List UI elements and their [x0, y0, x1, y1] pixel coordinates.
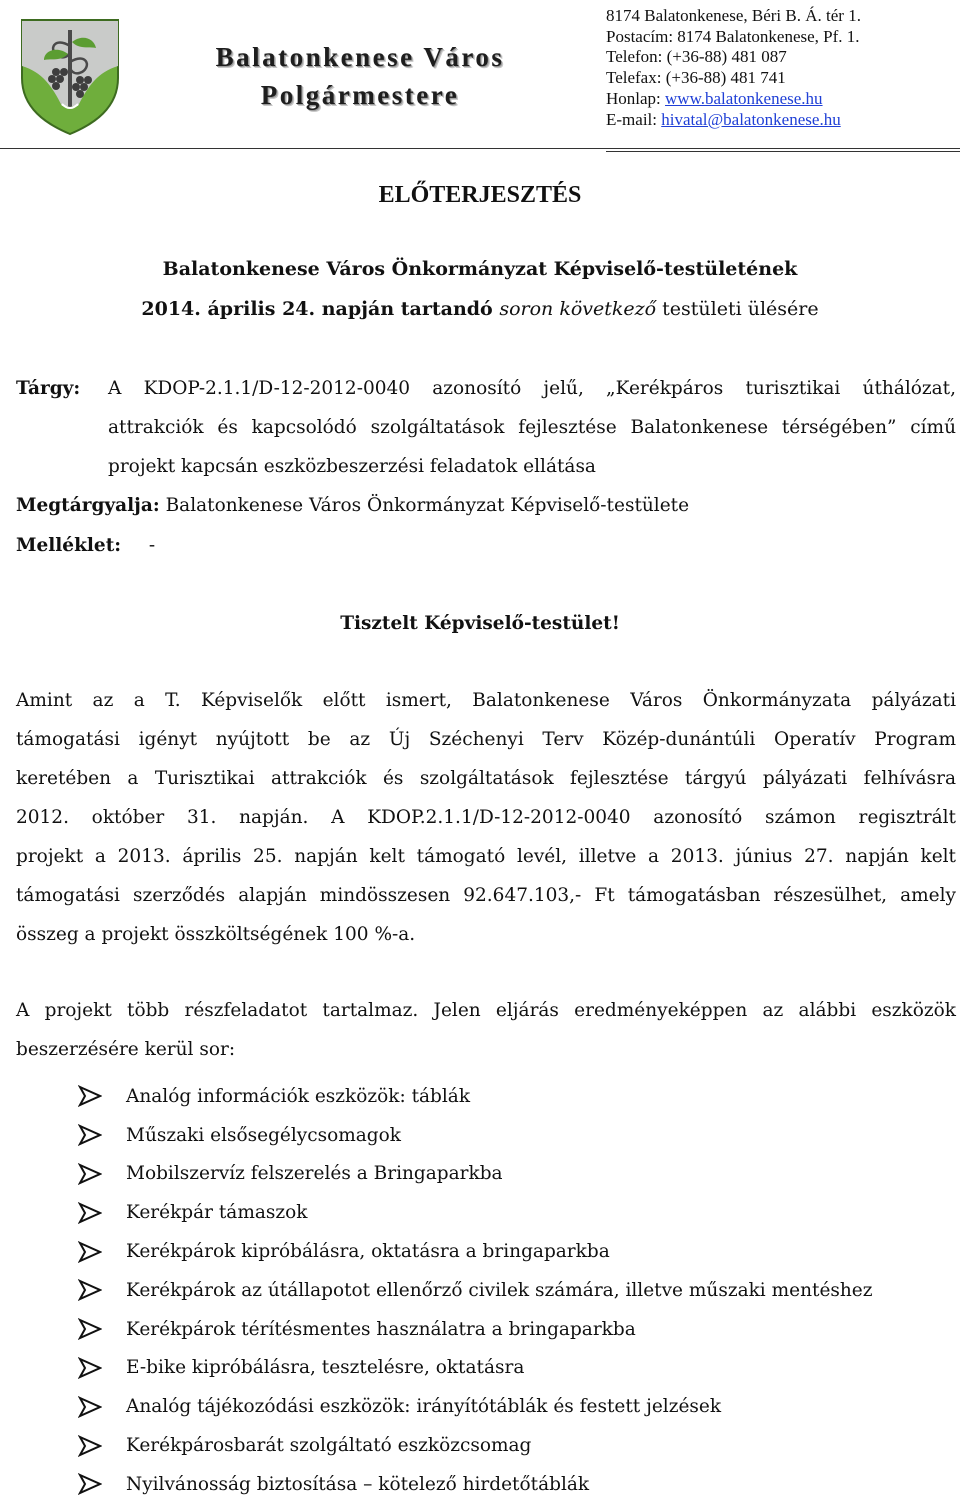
subject-line2: attrakciók és kapcsolódó szolgáltatások fejlesztése Balatonkenese térségében” című	[108, 417, 956, 438]
list-item	[78, 1155, 873, 1194]
meeting-date: 2014. április 24. napján tartandó	[141, 298, 500, 320]
contact-block	[606, 6, 956, 130]
attachment-value: -	[148, 535, 156, 556]
paragraph1-line5: projekt a 2013. április 25. napján kelt támogató levél, illetve a 2013. június 27. napján kelt	[16, 846, 956, 867]
paragraph1-line7: összeg a projekt összköltségének 100 %-a.	[16, 924, 416, 945]
arrowhead-bullet-icon	[78, 1241, 102, 1263]
organization-name	[160, 38, 560, 114]
paragraph1-line4: 2012. október 31. napján. A KDOP.2.1.1/D-12-2012-0040 azonosító számon regisztrált	[16, 807, 956, 828]
list-item	[78, 1232, 873, 1271]
meeting-title-body: Balatonkenese Város Önkormányzat Képviselő-testületének	[162, 258, 798, 280]
arrowhead-bullet-icon	[78, 1163, 102, 1185]
contact-address: 8174 Balatonkenese, Béri B. Á. tér 1.	[606, 6, 861, 25]
list-item	[78, 1116, 873, 1155]
meeting-title-rest: testületi ülésére	[656, 298, 819, 320]
list-item	[78, 1387, 873, 1426]
list-item-text: Kerékpárosbarát szolgáltató eszközcsomag	[126, 1435, 532, 1457]
paragraph1-line2: támogatási igényt nyújtott be az Új Széchenyi Terv Közép-dunántúli Operatív Program	[16, 729, 956, 750]
contact-email-label: E-mail:	[606, 109, 662, 129]
list-item	[78, 1077, 873, 1116]
arrowhead-bullet-icon	[78, 1396, 102, 1418]
paragraph1-line3: keretében a Turisztikai attrakciók és szolgáltatások fejlesztése tárgyú pályázati felhívásra	[16, 768, 956, 789]
paragraph2-line1: A projekt több részfeladatot tartalmaz. Jelen eljárás eredményeképpen az alábbi eszközök	[16, 1000, 956, 1021]
website-link[interactable]: www.balatonkenese.hu	[665, 88, 823, 108]
contact-website-row	[606, 89, 956, 110]
list-item-text: Nyilvánosság biztosítása – kötelező hirdetőtáblák	[126, 1473, 590, 1495]
email-link[interactable]: hivatal@balatonkenese.hu	[661, 109, 841, 129]
procurement-items-list	[78, 1077, 873, 1504]
arrowhead-bullet-icon	[78, 1435, 102, 1457]
discussed-by-label: Megtárgyalja:	[16, 495, 160, 516]
arrowhead-bullet-icon	[78, 1202, 102, 1224]
discussed-by-row	[16, 495, 689, 516]
attachment-label: Melléklet:	[16, 535, 122, 556]
list-item-text: Analóg információk eszközök: táblák	[126, 1085, 471, 1107]
list-item	[78, 1193, 873, 1232]
meeting-title-line1	[0, 258, 960, 280]
arrowhead-bullet-icon	[78, 1318, 102, 1340]
salutation: Tisztelt Képviselő-testület!	[340, 613, 620, 634]
paragraph1-line1: Amint az a T. Képviselők előtt ismert, Balatonkenese Város Önkormányzata pályázati	[16, 690, 956, 711]
list-item-text: Műszaki elsősegélycsomagok	[126, 1124, 401, 1146]
subject-line3: projekt kapcsán eszközbeszerzési feladatok ellátása	[108, 456, 596, 477]
meeting-title-line2	[0, 298, 960, 320]
contact-postal: Postacím: 8174 Balatonkenese, Pf. 1.	[606, 26, 860, 46]
list-item-text: Kerékpárok kipróbálásra, oktatásra a bringaparkba	[126, 1241, 610, 1263]
organization-name-line1: Balatonkenese Város	[215, 42, 505, 72]
contact-phone: Telefon: (+36-88) 481 087	[606, 47, 787, 67]
list-item-text: Mobilszervíz felszerelés a Bringaparkba	[126, 1163, 503, 1185]
header-divider-secondary	[606, 151, 960, 152]
list-item-text: Kerékpárok az útállapotot ellenőrző civilek számára, illetve műszaki mentéshez	[126, 1279, 873, 1301]
arrowhead-bullet-icon	[78, 1357, 102, 1379]
arrowhead-bullet-icon	[78, 1279, 102, 1301]
contact-website-label: Honlap:	[606, 88, 666, 108]
discussed-by-value: Balatonkenese Város Önkormányzat Képviselő-testülete	[165, 495, 690, 516]
header-divider	[0, 148, 960, 149]
list-item	[78, 1426, 873, 1465]
list-item	[78, 1465, 873, 1504]
paragraph2-line2: beszerzésére kerül sor:	[16, 1039, 236, 1060]
list-item-text: Kerékpár támaszok	[126, 1202, 308, 1224]
arrowhead-bullet-icon	[78, 1124, 102, 1146]
attachment-row	[16, 535, 155, 556]
organization-name-line2: Polgármestere	[260, 80, 460, 110]
arrowhead-bullet-icon	[78, 1473, 102, 1495]
list-item	[78, 1310, 873, 1349]
subject-label: Tárgy:	[16, 378, 81, 399]
contact-fax: Telefax: (+36-88) 481 741	[606, 68, 786, 88]
list-item-text: E-bike kipróbálásra, tesztelésre, oktatásra	[126, 1357, 525, 1379]
coat-of-arms-icon	[18, 16, 122, 136]
subject-line1: A KDOP-2.1.1/D-12-2012-0040 azonosító jelű, „Kerékpáros turisztikai úthálózat,	[108, 378, 956, 399]
list-item-text: Analóg tájékozódási eszközök: irányítótáblák és festett jelzések	[126, 1396, 722, 1418]
arrowhead-bullet-icon	[78, 1085, 102, 1107]
document-type-heading: ELŐTERJESZTÉS	[378, 182, 582, 208]
letterhead	[0, 0, 960, 152]
list-item-text: Kerékpárok térítésmentes használatra a bringaparkba	[126, 1318, 636, 1340]
paragraph1-line6: támogatási szerződés alapján mindösszesen 92.647.103,- Ft támogatásban részesülhet, amely	[16, 885, 956, 906]
list-item	[78, 1271, 873, 1310]
meeting-type: soron következő	[499, 298, 657, 320]
list-item	[78, 1349, 873, 1388]
contact-email-row	[606, 110, 956, 131]
